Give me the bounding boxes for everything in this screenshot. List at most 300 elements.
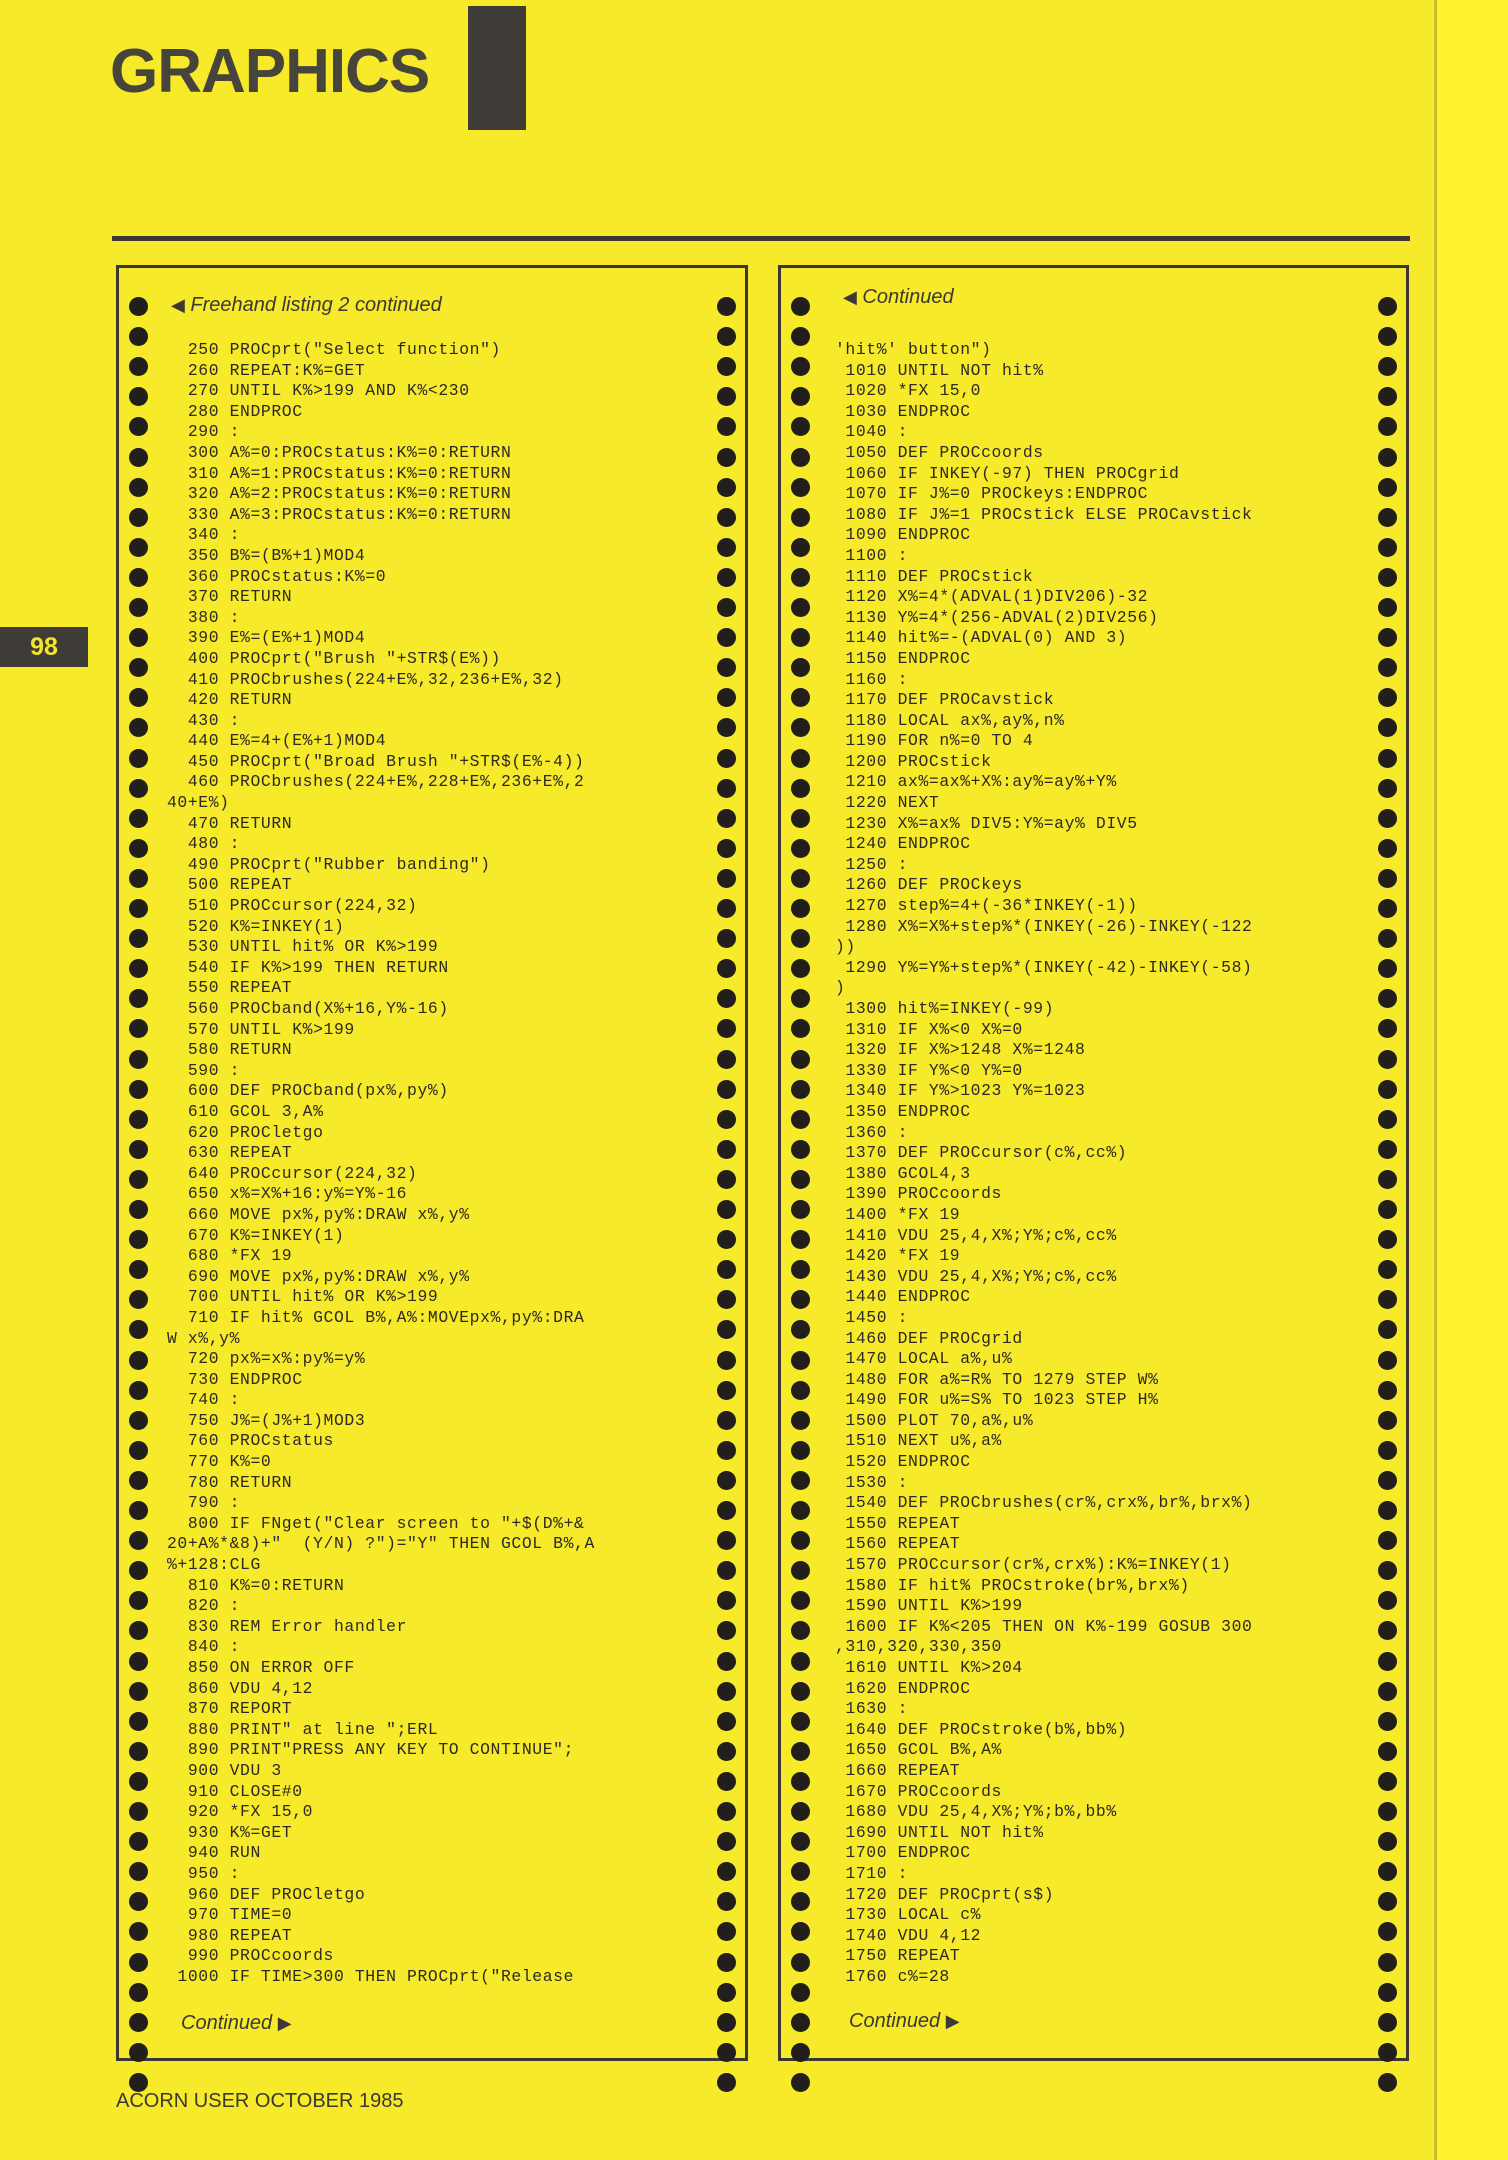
sprocket-hole bbox=[791, 658, 810, 677]
sprocket-hole bbox=[129, 568, 148, 587]
sprocket-hole bbox=[791, 959, 810, 978]
sprocket-hole bbox=[129, 1441, 148, 1460]
sprocket-hole bbox=[791, 1682, 810, 1701]
sprocket-holes-right bbox=[714, 268, 738, 2058]
code-line: 300 A%=0:PROCstatus:K%=0:RETURN bbox=[167, 442, 512, 462]
sprocket-hole bbox=[791, 1983, 810, 2002]
sprocket-hole bbox=[717, 1652, 736, 1671]
code-line: 1760 c%=28 bbox=[835, 1966, 950, 1986]
sprocket-hole bbox=[129, 1832, 148, 1851]
code-line: 1300 hit%=INKEY(-99) bbox=[835, 999, 1055, 1018]
code-line: 'hit%' button") bbox=[835, 340, 992, 359]
code-line: 1660 REPEAT bbox=[835, 1760, 961, 1780]
sprocket-hole bbox=[1378, 1561, 1397, 1580]
sprocket-hole bbox=[791, 1802, 810, 1821]
sprocket-hole bbox=[717, 417, 736, 436]
code-line: 350 B%=(B%+1)MOD4 bbox=[167, 545, 366, 565]
sprocket-hole bbox=[717, 1531, 736, 1550]
sprocket-hole bbox=[129, 327, 148, 346]
code-line: 1440 ENDPROC bbox=[835, 1287, 971, 1307]
code-line: 910 CLOSE#0 bbox=[167, 1781, 303, 1801]
code-line: 1280 X%=X%+step%*(INKEY(-26)-INKEY(-122 bbox=[835, 916, 1253, 936]
code-line: 570 UNTIL K%>199 bbox=[167, 1019, 355, 1039]
code-line: 1050 DEF PROCcoords bbox=[835, 442, 1044, 462]
sprocket-hole bbox=[791, 1260, 810, 1279]
code-line: 740 : bbox=[167, 1390, 241, 1410]
sprocket-hole bbox=[129, 1953, 148, 1972]
code-line: 920 *FX 15,0 bbox=[167, 1802, 314, 1822]
sprocket-hole bbox=[717, 1501, 736, 1520]
sprocket-hole bbox=[791, 628, 810, 647]
sprocket-hole bbox=[129, 718, 148, 737]
sprocket-hole bbox=[791, 327, 810, 346]
code-line: W x%,y% bbox=[167, 1328, 241, 1348]
sprocket-hole bbox=[717, 688, 736, 707]
sprocket-hole bbox=[1378, 1441, 1397, 1460]
sprocket-hole bbox=[129, 1862, 148, 1881]
sprocket-hole bbox=[1378, 749, 1397, 768]
sprocket-hole bbox=[1378, 1411, 1397, 1430]
sprocket-hole bbox=[791, 1320, 810, 1339]
code-line: %+128:CLG bbox=[167, 1555, 261, 1575]
sprocket-hole bbox=[717, 1320, 736, 1339]
sprocket-hole bbox=[1378, 1110, 1397, 1129]
sprocket-hole bbox=[1378, 1019, 1397, 1038]
sprocket-hole bbox=[791, 2013, 810, 2032]
code-line: 1730 LOCAL c% bbox=[835, 1905, 982, 1925]
sprocket-hole bbox=[129, 1080, 148, 1099]
sprocket-hole bbox=[1378, 1772, 1397, 1791]
code-line: 250 PROCprt("Select function") bbox=[167, 340, 501, 359]
sprocket-hole bbox=[717, 448, 736, 467]
sprocket-hole bbox=[717, 1591, 736, 1610]
sprocket-hole bbox=[791, 1140, 810, 1159]
code-line: 450 PROCprt("Broad Brush "+STR$(E%-4)) bbox=[167, 751, 585, 771]
sprocket-hole bbox=[129, 538, 148, 557]
code-line: 1720 DEF PROCprt(s$) bbox=[835, 1884, 1055, 1904]
code-line: 1590 UNTIL K%>199 bbox=[835, 1596, 1023, 1616]
code-line: 1140 hit%=-(ADVAL(0) AND 3) bbox=[835, 628, 1128, 648]
code-line: 1310 IF X%<0 X%=0 bbox=[835, 1019, 1023, 1039]
sprocket-hole bbox=[1378, 718, 1397, 737]
code-line: 990 PROCcoords bbox=[167, 1946, 334, 1966]
panel-footer bbox=[181, 2012, 292, 2035]
code-line: 1640 DEF PROCstroke(b%,bb%) bbox=[835, 1719, 1128, 1739]
sprocket-holes-left bbox=[126, 268, 150, 2058]
code-line: 410 PROCbrushes(224+E%,32,236+E%,32) bbox=[167, 669, 564, 689]
sprocket-hole bbox=[129, 387, 148, 406]
code-line: 560 PROCband(X%+16,Y%-16) bbox=[167, 999, 449, 1018]
code-line: 1450 : bbox=[835, 1307, 909, 1327]
sprocket-hole bbox=[717, 1200, 736, 1219]
sprocket-hole bbox=[129, 1802, 148, 1821]
code-line: 1020 *FX 15,0 bbox=[835, 381, 982, 401]
listing-panel-left bbox=[116, 265, 748, 2061]
code-line: 620 PROCletgo bbox=[167, 1122, 324, 1142]
code-line: 1560 REPEAT bbox=[835, 1534, 961, 1554]
sprocket-hole bbox=[717, 809, 736, 828]
sprocket-hole bbox=[791, 809, 810, 828]
sprocket-hole bbox=[791, 718, 810, 737]
sprocket-hole bbox=[1378, 538, 1397, 557]
sprocket-hole bbox=[791, 1290, 810, 1309]
code-line: 480 : bbox=[167, 834, 241, 854]
sprocket-hole bbox=[1378, 1742, 1397, 1761]
code-line: 850 ON ERROR OFF bbox=[167, 1658, 355, 1677]
sprocket-hole bbox=[1378, 1230, 1397, 1249]
sprocket-hole bbox=[717, 1050, 736, 1069]
code-line: 1630 : bbox=[835, 1699, 909, 1719]
sprocket-hole bbox=[791, 1652, 810, 1671]
sprocket-hole bbox=[129, 417, 148, 436]
panel-heading bbox=[171, 294, 442, 317]
sprocket-hole bbox=[1378, 688, 1397, 707]
code-line: 340 : bbox=[167, 525, 241, 545]
sprocket-hole bbox=[791, 478, 810, 497]
code-line: ,310,320,330,350 bbox=[835, 1637, 1002, 1657]
sprocket-hole bbox=[791, 1381, 810, 1400]
sprocket-hole bbox=[1378, 929, 1397, 948]
sprocket-hole bbox=[1378, 1712, 1397, 1731]
code-line: 490 PROCprt("Rubber banding") bbox=[167, 854, 491, 874]
sprocket-hole bbox=[129, 1922, 148, 1941]
code-line: 40+E%) bbox=[167, 793, 230, 813]
sprocket-hole bbox=[717, 538, 736, 557]
sprocket-hole bbox=[717, 1802, 736, 1821]
code-line: 1700 ENDPROC bbox=[835, 1843, 971, 1863]
sprocket-hole bbox=[791, 1441, 810, 1460]
code-line: 360 PROCstatus:K%=0 bbox=[167, 566, 387, 586]
sprocket-hole bbox=[791, 1531, 810, 1550]
sprocket-hole bbox=[129, 1411, 148, 1430]
sprocket-hole bbox=[1378, 598, 1397, 617]
code-line: 1290 Y%=Y%+step%*(INKEY(-42)-INKEY(-58) bbox=[835, 957, 1253, 977]
triangle-right-icon: ▶ bbox=[945, 2011, 960, 2031]
sprocket-hole bbox=[1378, 1351, 1397, 1370]
sprocket-hole bbox=[129, 1230, 148, 1249]
sprocket-hole bbox=[791, 1922, 810, 1941]
code-line: 680 *FX 19 bbox=[167, 1246, 293, 1266]
sprocket-hole bbox=[129, 989, 148, 1008]
sprocket-hole bbox=[717, 1170, 736, 1189]
sprocket-hole bbox=[717, 1260, 736, 1279]
sprocket-hole bbox=[791, 1411, 810, 1430]
code-line: 1190 FOR n%=0 TO 4 bbox=[835, 731, 1034, 751]
code-line: 510 PROCcursor(224,32) bbox=[167, 896, 418, 916]
code-line: 1420 *FX 19 bbox=[835, 1246, 961, 1266]
code-line: 760 PROCstatus bbox=[167, 1431, 334, 1451]
sprocket-hole bbox=[791, 568, 810, 587]
panel-heading-text: Continued bbox=[862, 286, 954, 308]
sprocket-hole bbox=[791, 1561, 810, 1580]
sprocket-hole bbox=[717, 2073, 736, 2092]
sprocket-hole bbox=[129, 658, 148, 677]
sprocket-hole bbox=[129, 1140, 148, 1159]
code-line: 1120 X%=4*(ADVAL(1)DIV206)-32 bbox=[835, 587, 1149, 607]
sprocket-hole bbox=[1378, 478, 1397, 497]
code-line: 1410 VDU 25,4,X%;Y%;c%,cc% bbox=[835, 1225, 1117, 1245]
sprocket-hole bbox=[717, 1411, 736, 1430]
sprocket-hole bbox=[129, 1531, 148, 1550]
sprocket-hole bbox=[791, 1772, 810, 1791]
sprocket-hole bbox=[129, 1110, 148, 1129]
sprocket-hole bbox=[129, 749, 148, 768]
code-line: 790 : bbox=[167, 1493, 241, 1513]
sprocket-hole bbox=[791, 2073, 810, 2092]
sprocket-hole bbox=[717, 658, 736, 677]
sprocket-hole bbox=[791, 1953, 810, 1972]
sprocket-hole bbox=[1378, 1290, 1397, 1309]
code-line: 1490 FOR u%=S% TO 1023 STEP H% bbox=[835, 1390, 1159, 1410]
sprocket-hole bbox=[1378, 1531, 1397, 1550]
code-line: 970 TIME=0 bbox=[167, 1905, 293, 1925]
sprocket-holes-left bbox=[788, 268, 812, 2058]
sprocket-hole bbox=[717, 387, 736, 406]
sprocket-hole bbox=[717, 1712, 736, 1731]
sprocket-hole bbox=[717, 2043, 736, 2062]
sprocket-hole bbox=[129, 1712, 148, 1731]
page-number: 98 bbox=[0, 627, 88, 667]
sprocket-hole bbox=[129, 959, 148, 978]
code-line: 1530 : bbox=[835, 1472, 909, 1492]
sprocket-hole bbox=[791, 989, 810, 1008]
sprocket-hole bbox=[717, 628, 736, 647]
sprocket-hole bbox=[717, 1742, 736, 1761]
code-line: 800 IF FNget("Clear screen to "+$(D%+& bbox=[167, 1513, 585, 1533]
sprocket-hole bbox=[717, 839, 736, 858]
sprocket-hole bbox=[1378, 1682, 1397, 1701]
code-line: 1180 LOCAL ax%,ay%,n% bbox=[835, 710, 1065, 730]
sprocket-hole bbox=[717, 1019, 736, 1038]
code-line: 270 UNTIL K%>199 AND K%<230 bbox=[167, 381, 470, 401]
code-line: 830 REM Error handler bbox=[167, 1616, 408, 1636]
sprocket-hole bbox=[717, 899, 736, 918]
code-line: 630 REPEAT bbox=[167, 1143, 293, 1163]
sprocket-hole bbox=[791, 1591, 810, 1610]
code-line: 1680 VDU 25,4,X%;Y%;b%,bb% bbox=[835, 1802, 1117, 1822]
sprocket-hole bbox=[791, 1862, 810, 1881]
sprocket-hole bbox=[129, 1591, 148, 1610]
code-line: 320 A%=2:PROCstatus:K%=0:RETURN bbox=[167, 484, 512, 504]
code-line: 1130 Y%=4*(256-ADVAL(2)DIV256) bbox=[835, 607, 1159, 627]
sprocket-hole bbox=[129, 628, 148, 647]
sprocket-hole bbox=[791, 1501, 810, 1520]
code-line: 1650 GCOL B%,A% bbox=[835, 1740, 1002, 1760]
sprocket-hole bbox=[1378, 1862, 1397, 1881]
sprocket-hole bbox=[791, 1230, 810, 1249]
code-line: 580 RETURN bbox=[167, 1040, 293, 1060]
code-line: 1040 : bbox=[835, 422, 909, 442]
code-line: 770 K%=0 bbox=[167, 1452, 272, 1472]
sprocket-hole bbox=[717, 508, 736, 527]
sprocket-hole bbox=[129, 809, 148, 828]
sprocket-hole bbox=[791, 779, 810, 798]
sprocket-hole bbox=[129, 598, 148, 617]
sprocket-hole bbox=[1378, 1922, 1397, 1941]
sprocket-hole bbox=[791, 1351, 810, 1370]
code-line: 1510 NEXT u%,a% bbox=[835, 1431, 1002, 1451]
sprocket-hole bbox=[791, 869, 810, 888]
code-line: 650 x%=X%+16:y%=Y%-16 bbox=[167, 1184, 408, 1204]
code-line: 390 E%=(E%+1)MOD4 bbox=[167, 628, 366, 648]
code-line: 1390 PROCcoords bbox=[835, 1184, 1002, 1204]
code-line: 1710 : bbox=[835, 1863, 909, 1883]
sprocket-hole bbox=[791, 1621, 810, 1640]
code-line: 260 REPEAT:K%=GET bbox=[167, 360, 366, 380]
sprocket-hole bbox=[129, 1652, 148, 1671]
sprocket-hole bbox=[717, 1682, 736, 1701]
code-line: 600 DEF PROCband(px%,py%) bbox=[167, 1081, 449, 1101]
sprocket-hole bbox=[717, 1110, 736, 1129]
sprocket-hole bbox=[1378, 1080, 1397, 1099]
code-line: 500 REPEAT bbox=[167, 875, 293, 895]
code-line: 980 REPEAT bbox=[167, 1925, 293, 1945]
code-line: 1220 NEXT bbox=[835, 793, 940, 813]
sprocket-hole bbox=[129, 899, 148, 918]
sprocket-hole bbox=[1378, 417, 1397, 436]
sprocket-hole bbox=[129, 1290, 148, 1309]
panel-heading-text: Freehand listing 2 continued bbox=[190, 294, 442, 316]
code-line: 900 VDU 3 bbox=[167, 1760, 282, 1780]
code-line: 1090 ENDPROC bbox=[835, 525, 971, 545]
sprocket-hole bbox=[1378, 1260, 1397, 1279]
sprocket-hole bbox=[1378, 1591, 1397, 1610]
sprocket-hole bbox=[129, 1471, 148, 1490]
sprocket-hole bbox=[717, 1290, 736, 1309]
sprocket-hole bbox=[717, 989, 736, 1008]
code-line: 730 ENDPROC bbox=[167, 1369, 303, 1389]
sprocket-hole bbox=[1378, 387, 1397, 406]
code-line: 1340 IF Y%>1023 Y%=1023 bbox=[835, 1081, 1086, 1101]
code-line: 930 K%=GET bbox=[167, 1822, 293, 1842]
code-line: )) bbox=[835, 937, 856, 957]
code-line: 810 K%=0:RETURN bbox=[167, 1575, 345, 1595]
code-line: 1260 DEF PROCkeys bbox=[835, 875, 1023, 895]
code-line: 550 REPEAT bbox=[167, 978, 293, 998]
sprocket-hole bbox=[717, 929, 736, 948]
panel-footer bbox=[849, 2010, 960, 2033]
code-line: 520 K%=INKEY(1) bbox=[167, 916, 345, 936]
sprocket-hole bbox=[791, 929, 810, 948]
code-line: 1400 *FX 19 bbox=[835, 1204, 961, 1224]
code-line: 700 UNTIL hit% OR K%>199 bbox=[167, 1287, 439, 1307]
sprocket-hole bbox=[1378, 1471, 1397, 1490]
code-line: 1550 REPEAT bbox=[835, 1513, 961, 1533]
triangle-right-icon: ▶ bbox=[277, 2013, 292, 2033]
code-line: 1060 IF INKEY(-97) THEN PROCgrid bbox=[835, 463, 1180, 483]
sprocket-hole bbox=[129, 1742, 148, 1761]
code-line: 280 ENDPROC bbox=[167, 401, 303, 421]
sprocket-hole bbox=[1378, 1140, 1397, 1159]
sprocket-hole bbox=[129, 478, 148, 497]
section-title: GRAPHICS bbox=[110, 37, 430, 106]
code-line: 840 : bbox=[167, 1637, 241, 1657]
sprocket-hole bbox=[129, 1351, 148, 1370]
code-line: 890 PRINT"PRESS ANY KEY TO CONTINUE"; bbox=[167, 1740, 575, 1760]
code-line: 1500 PLOT 70,a%,u% bbox=[835, 1410, 1034, 1430]
code-line: 1110 DEF PROCstick bbox=[835, 566, 1034, 586]
code-line: 820 : bbox=[167, 1596, 241, 1616]
code-line: 780 RETURN bbox=[167, 1472, 293, 1492]
sprocket-hole bbox=[129, 1682, 148, 1701]
sprocket-hole bbox=[1378, 1050, 1397, 1069]
sprocket-hole bbox=[717, 2013, 736, 2032]
code-line: 1470 LOCAL a%,u% bbox=[835, 1349, 1013, 1369]
sprocket-hole bbox=[791, 1742, 810, 1761]
sprocket-hole bbox=[1378, 2043, 1397, 2062]
sprocket-hole bbox=[129, 1983, 148, 2002]
code-line: 1250 : bbox=[835, 854, 909, 874]
code-line: 1580 IF hit% PROCstroke(br%,brx%) bbox=[835, 1575, 1190, 1595]
sprocket-hole bbox=[1378, 1381, 1397, 1400]
sprocket-hole bbox=[791, 598, 810, 617]
code-line: 1160 : bbox=[835, 669, 909, 689]
sprocket-hole bbox=[791, 1170, 810, 1189]
sprocket-hole bbox=[717, 1832, 736, 1851]
code-line: 370 RETURN bbox=[167, 587, 293, 607]
code-line: 690 MOVE px%,py%:DRAW x%,y% bbox=[167, 1266, 470, 1286]
sprocket-hole bbox=[791, 1471, 810, 1490]
sprocket-hole bbox=[717, 1983, 736, 2002]
sprocket-hole bbox=[791, 387, 810, 406]
sprocket-hole bbox=[129, 1019, 148, 1038]
sprocket-hole bbox=[129, 779, 148, 798]
code-line: 1070 IF J%=0 PROCkeys:ENDPROC bbox=[835, 484, 1149, 504]
code-line: 530 UNTIL hit% OR K%>199 bbox=[167, 937, 439, 957]
code-line: 720 px%=x%:py%=y% bbox=[167, 1349, 366, 1369]
sprocket-hole bbox=[129, 1772, 148, 1791]
sprocket-hole bbox=[1378, 357, 1397, 376]
code-line: 1360 : bbox=[835, 1122, 909, 1142]
listing-panel-right bbox=[778, 265, 1409, 2061]
sprocket-hole bbox=[129, 297, 148, 316]
panel-heading bbox=[843, 286, 954, 309]
sprocket-hole bbox=[791, 357, 810, 376]
header-rule bbox=[112, 236, 1410, 241]
sprocket-hole bbox=[791, 839, 810, 858]
code-line: 1520 ENDPROC bbox=[835, 1452, 971, 1472]
sprocket-hole bbox=[1378, 959, 1397, 978]
code-line: 1570 PROCcursor(cr%,crx%):K%=INKEY(1) bbox=[835, 1555, 1232, 1575]
adjacent-page-edge bbox=[1433, 0, 1508, 2160]
sprocket-hole bbox=[1378, 1983, 1397, 2002]
sprocket-hole bbox=[129, 839, 148, 858]
sprocket-hole bbox=[129, 1501, 148, 1520]
sprocket-hole bbox=[717, 718, 736, 737]
sprocket-hole bbox=[717, 1772, 736, 1791]
sprocket-hole bbox=[717, 959, 736, 978]
sprocket-hole bbox=[1378, 2073, 1397, 2092]
code-line: 1690 UNTIL NOT hit% bbox=[835, 1822, 1044, 1842]
sprocket-hole bbox=[129, 508, 148, 527]
sprocket-hole bbox=[1378, 1953, 1397, 1972]
code-line: 1350 ENDPROC bbox=[835, 1101, 971, 1121]
code-line: 1150 ENDPROC bbox=[835, 648, 971, 668]
sprocket-hole bbox=[1378, 2013, 1397, 2032]
sprocket-hole bbox=[791, 1019, 810, 1038]
code-line: 420 RETURN bbox=[167, 690, 293, 710]
code-line: 460 PROCbrushes(224+E%,228+E%,236+E%,2 bbox=[167, 772, 585, 792]
sprocket-hole bbox=[717, 869, 736, 888]
code-line: 950 : bbox=[167, 1863, 241, 1883]
sprocket-hole bbox=[791, 538, 810, 557]
sprocket-hole bbox=[717, 1140, 736, 1159]
code-line: 310 A%=1:PROCstatus:K%=0:RETURN bbox=[167, 463, 512, 483]
sprocket-hole bbox=[717, 1381, 736, 1400]
code-line: 1540 DEF PROCbrushes(cr%,crx%,br%,brx%) bbox=[835, 1493, 1253, 1513]
sprocket-hole bbox=[791, 297, 810, 316]
code-line: 1430 VDU 25,4,X%;Y%;c%,cc% bbox=[835, 1266, 1117, 1286]
